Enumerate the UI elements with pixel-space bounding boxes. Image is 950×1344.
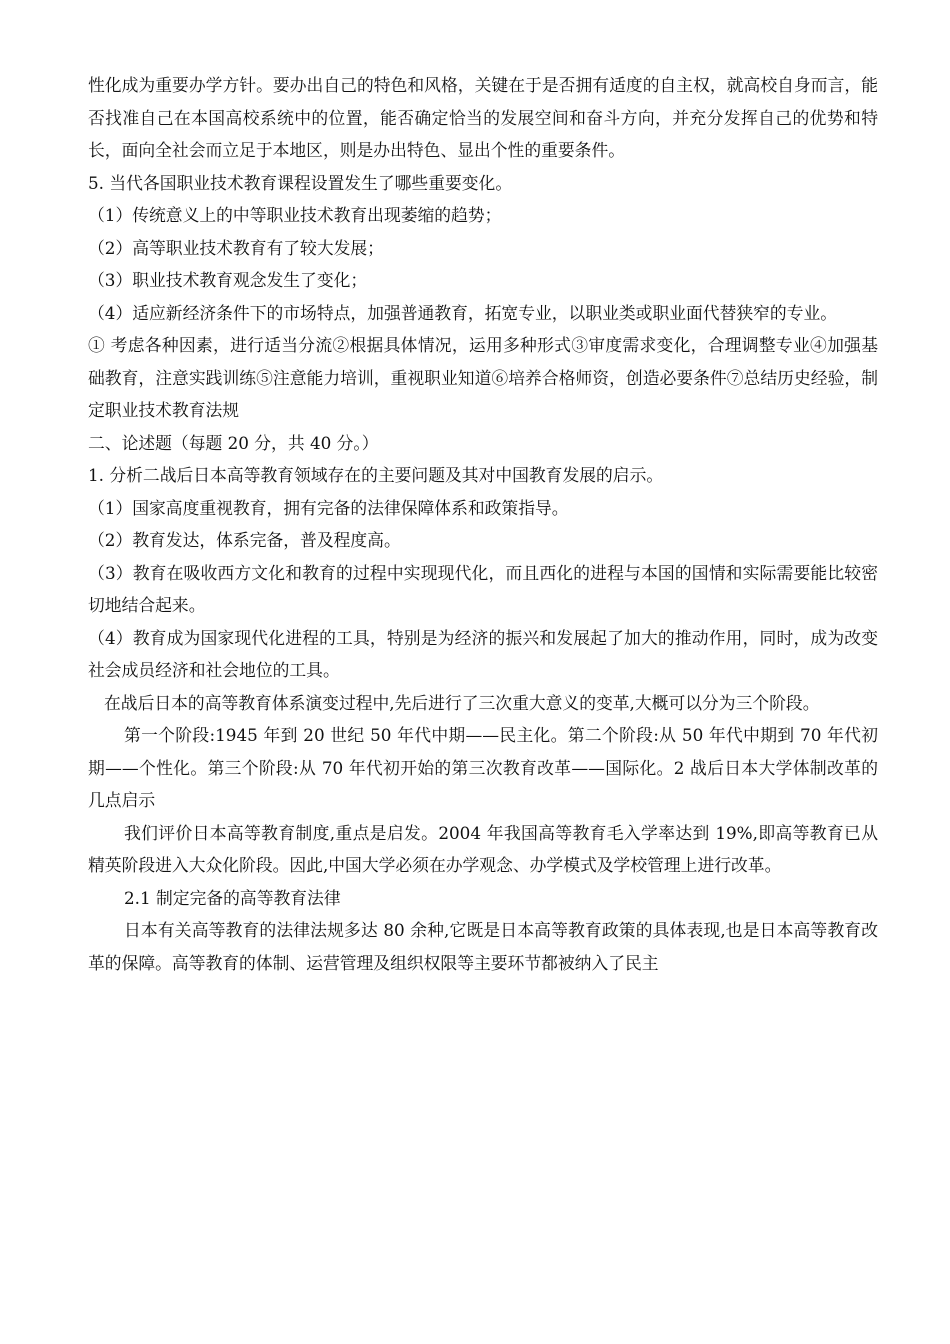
- answer-item-2: （2）高等职业技术教育有了较大发展；: [88, 237, 384, 258]
- document-page: [88, 69, 878, 979]
- essay-item-1: （1）国家高度重视教育，拥有完备的法律保障体系和政策指导。: [88, 497, 569, 518]
- essay-item-2: （2）教育发达，体系完备，普及程度高。: [88, 530, 401, 550]
- answer-item-1: （1）传统意义上的中等职业技术教育出现萎缩的趋势；: [88, 205, 502, 225]
- question-5-heading: 5. 当代各国职业技术教育课程设置发生了哪些重要变化。: [88, 172, 513, 193]
- answer-item-3: （3）职业技术教育观念发生了变化；: [88, 270, 368, 290]
- subsection-heading-2-1: 2.1 制定完备的高等教育法律: [124, 887, 341, 908]
- paragraph-continuation: 性化成为重要办学方针。要办出自己的特色和风格，关键在于是否拥有适度的自主权，就高校自身而言，能否找准自己在本国高校系统中的位置，能否确定恰当的发展空间和奋斗方向，并充分发挥自己的优势和特长，面向全社会而立足于本地区，则是办出特色、显出个性的重要条件。: [88, 75, 878, 160]
- essay-item-4: （4）教育成为国家现代化进程的工具，特别是为经济的振兴和发展起了加大的推动作用，同时，成为改变社会成员经济和社会地位的工具。: [88, 627, 878, 680]
- essay-question-1: 1. 分析二战后日本高等教育领域存在的主要问题及其对中国教育发展的启示。: [88, 465, 664, 485]
- section-heading-essay: 二、论述题（每题 20 分，共 40 分。）: [88, 432, 379, 453]
- paragraph-stages: 第一个阶段:1945 年到 20 世纪 50 年代中期——民主化。第二个阶段:从 50 年代中期到 70 年代初期——个性化。第三个阶段:从 70 年代初开始的第三次教育改革——国际化。2 战后日本大学体制改革的几点启示: [88, 725, 878, 810]
- paragraph-laws: 日本有关高等教育的法律法规多达 80 余种,它既是日本高等教育政策的具体表现,也是日本高等教育改革的保障。高等教育的体制、运营管理及组织权限等主要环节都被纳入了民主: [88, 920, 878, 973]
- numbered-points: ① 考虑各种因素，进行适当分流②根据具体情况，运用多种形式③审度需求变化，合理调整专业④加强基础教育，注意实践训练⑤注意能力培训，重视职业知道⑥培养合格师资，创造必要条件⑦总结历史经验，制定职业技术教育法规: [88, 335, 878, 420]
- paragraph-evaluation: 我们评价日本高等教育制度,重点是启发。2004 年我国高等教育毛入学率达到 19%,即高等教育已从精英阶段进入大众化阶段。因此,中国大学必须在办学观念、办学模式及学校管理上进行改革。: [88, 822, 878, 875]
- answer-item-4: （4）适应新经济条件下的市场特点，加强普通教育，拓宽专业，以职业类或职业面代替狭窄的专业。: [88, 302, 838, 323]
- essay-item-3: （3）教育在吸收西方文化和教育的过程中实现现代化，而且西化的进程与本国的国情和实际需要能比较密切地结合起来。: [88, 562, 878, 615]
- paragraph-stages-intro: 在战后日本的高等教育体系演变过程中,先后进行了三次重大意义的变革,大概可以分为三个阶段。: [104, 692, 820, 713]
